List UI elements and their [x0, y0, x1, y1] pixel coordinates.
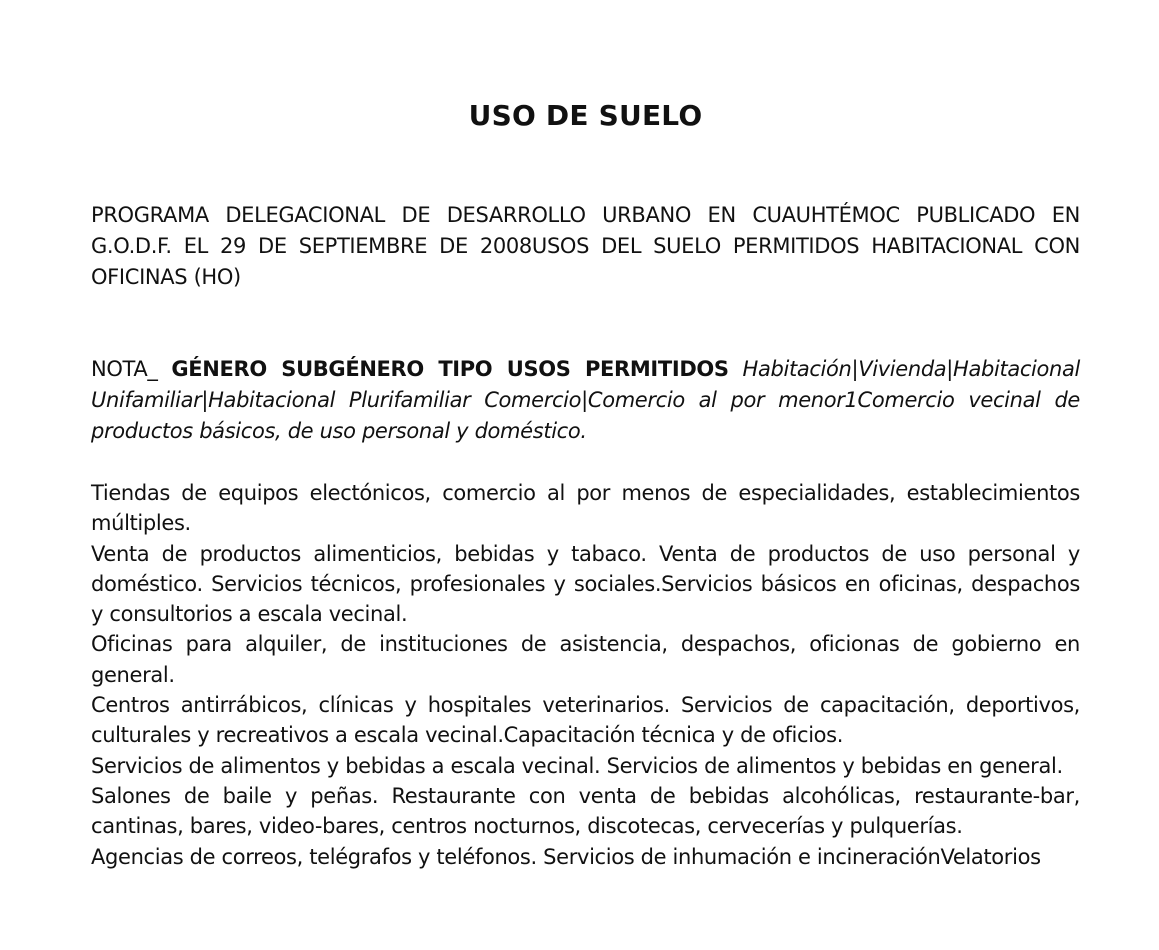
uses-list: [91, 478, 1080, 872]
uses-paragraph: Venta de productos alimenticios, bebidas y tabaco. Venta de productos de uso personal y doméstico. Servicios técnicos, profesionales y sociales.Servicios básicos en oficinas, despachos y consultorios a escala vecinal.: [91, 541, 1080, 627]
uses-paragraph: Servicios de alimentos y bebidas a escala vecinal. Servicios de alimentos y bebidas en general.: [91, 753, 1063, 778]
document-title: USO DE SUELO: [468, 99, 703, 132]
note-paragraph: [91, 354, 1080, 447]
note-headings: GÉNERO SUBGÉNERO TIPO USOS PERMITIDOS: [171, 357, 729, 381]
uses-paragraph: Salones de baile y peñas. Restaurante con venta de bebidas alcohólicas, restaurante-bar, cantinas, bares, video-bares, centros nocturnos, discotecas, cervecerías y pulquerías.: [91, 783, 1080, 839]
program-paragraph: PROGRAMA DELEGACIONAL DE DESARROLLO URBANO EN CUAUHTÉMOC PUBLICADO EN G.O.D.F. EL 29 DE SEPTIEMBRE DE 2008USOS DEL SUELO PERMITIDOS HABITACIONAL CON OFICINAS (HO): [91, 203, 1080, 289]
uses-paragraph: Tiendas de equipos electónicos, comercio al por menos de especialidades, establecimientos múltiples.: [91, 481, 1080, 536]
uses-paragraph: Agencias de correos, telégrafos y teléfonos. Servicios de inhumación e incineraciónVelatorios: [91, 844, 1041, 869]
uses-paragraph: Oficinas para alquiler, de instituciones de asistencia, despachos, oficionas de gobierno en general.: [91, 632, 1080, 687]
uses-paragraph: Centros antirrábicos, clínicas y hospitales veterinarios. Servicios de capacitación, deportivos, culturales y recreativos a escala vecinal.Capacitación técnica y de oficios.: [91, 693, 1080, 748]
note-lead: NOTA_: [91, 357, 158, 381]
note-uses: Habitación|Vivienda|Habitacional Unifamiliar|Habitacional Plurifamiliar Comercio|Comercio al por menor1Comercio vecinal de productos básicos, de uso personal y doméstico.: [91, 357, 1081, 443]
